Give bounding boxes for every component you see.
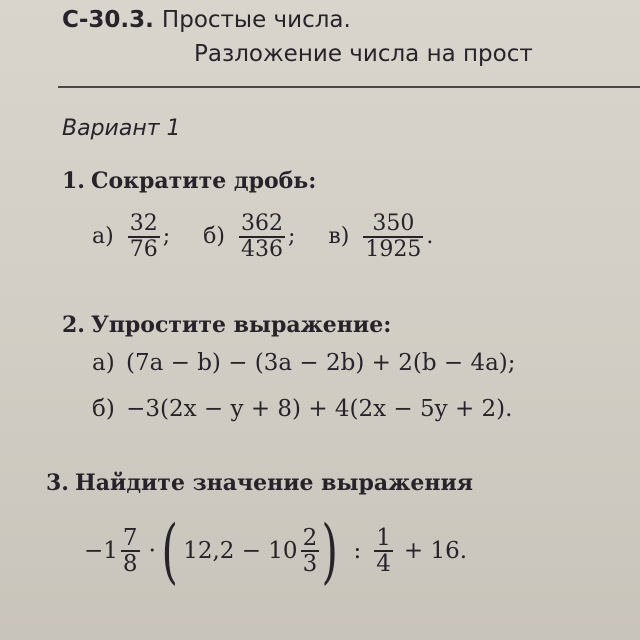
section-title-line2: Разложение числа на прост <box>194 41 533 67</box>
item-label: в) <box>328 224 350 249</box>
section-header <box>62 6 351 34</box>
fraction: $\frac{1}{4}$ <box>376 525 391 577</box>
fraction: $\frac{362}{436}$ <box>240 211 283 262</box>
fraction: $\frac{32}{76}$ <box>129 211 158 262</box>
task-2-heading <box>62 312 391 338</box>
task-1-number: 1. <box>62 168 85 194</box>
section-code: С-30.3. <box>62 7 154 33</box>
item-label: б) <box>203 224 225 249</box>
right-paren: ) <box>321 510 339 592</box>
task-2-number: 2. <box>62 312 85 338</box>
fraction: $\frac{350}{1925}$ <box>365 211 422 262</box>
task-2-line-a: а) (7a − b) − (3a − 2b) + 2(b − 4a); <box>92 350 516 376</box>
task-3-title: Найдите значение выражения <box>74 470 474 496</box>
task-1-items: а) $\frac{32}{76}$ ; б) $\frac{362}{436}$ ; в) $\frac{350}{1925}$ . <box>92 211 434 262</box>
header-rule <box>58 86 640 88</box>
task-1-heading <box>62 168 316 194</box>
task-3-number: 3. <box>46 470 69 496</box>
variant-label: Вариант 1 <box>62 116 181 141</box>
task-1-title: Сократите дробь: <box>90 168 317 194</box>
section-title-line1: Простые числа. <box>161 7 351 33</box>
task-2-title: Упростите выражение: <box>90 312 392 338</box>
task-3-heading <box>46 470 473 496</box>
fraction: $\frac{2}{3}$ <box>302 525 318 577</box>
task-3-expression: − 1 $\frac{7}{8}$ · ( 12,2 − 10 $\frac{2}{3}$ ) : $\frac{1}{4}$ + 16. <box>84 510 468 592</box>
left-paren: ( <box>161 510 178 592</box>
task-2-line-b: б) −3(2x − y + 8) + 4(2x − 5y + 2). <box>92 396 513 422</box>
item-label: а) <box>92 224 114 249</box>
fraction: $\frac{7}{8}$ <box>122 525 138 577</box>
